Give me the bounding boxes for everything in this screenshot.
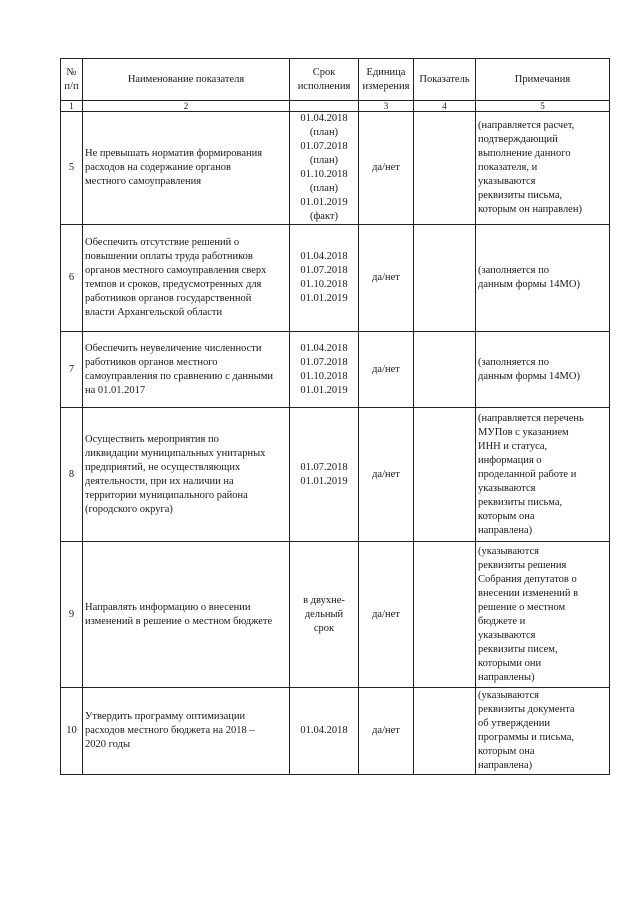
deadline-cell: 01.04.2018 (план) 01.07.2018 (план) 01.10.2018 (план) 01.01.2019 (факт) <box>290 112 359 225</box>
indicator-name: Обеспечить неувеличение численности работников органов местного самоуправления по сравнению с данными на 01.01.2017 <box>83 332 290 408</box>
header-deadline: Срок исполнения <box>290 59 359 101</box>
table-row <box>61 542 610 688</box>
unit-cell: да/нет <box>359 408 414 542</box>
deadline-cell: в двухне- дельный срок <box>290 542 359 688</box>
notes-cell: (указываются реквизиты документа об утверждении программы и письма, которым она направлена) <box>476 688 610 775</box>
column-number: 3 <box>359 101 414 112</box>
column-number: 1 <box>61 101 83 112</box>
indicator-value-cell <box>414 542 476 688</box>
table-row <box>61 112 610 225</box>
table-row <box>61 225 610 332</box>
unit-cell: да/нет <box>359 542 414 688</box>
header-indicator: Показатель <box>414 59 476 101</box>
column-number <box>290 101 359 112</box>
table-row <box>61 332 610 408</box>
header-num: № п/п <box>61 59 83 101</box>
notes-cell: (указываются реквизиты решения Собрания депутатов о внесении изменений в решение о местном бюджете и указываются реквизиты писем, которыми они направлены) <box>476 542 610 688</box>
deadline-cell: 01.04.2018 01.07.2018 01.10.2018 01.01.2019 <box>290 225 359 332</box>
indicator-name: Осуществить мероприятия по ликвидации муниципальных унитарных предприятий, не осуществляющих деятельности, при их наличии на территории муниципального района (городского округа) <box>83 408 290 542</box>
unit-cell: да/нет <box>359 332 414 408</box>
header-name: Наименование показателя <box>83 59 290 101</box>
indicator-name: Утвердить программу оптимизации расходов местного бюджета на 2018 – 2020 годы <box>83 688 290 775</box>
deadline-cell: 01.07.2018 01.01.2019 <box>290 408 359 542</box>
header-notes: Примечания <box>476 59 610 101</box>
row-number: 6 <box>61 225 83 332</box>
table-row <box>61 688 610 775</box>
notes-cell: (заполняется по данным формы 14МО) <box>476 332 610 408</box>
column-number: 5 <box>476 101 610 112</box>
indicator-value-cell <box>414 332 476 408</box>
row-number: 5 <box>61 112 83 225</box>
row-number: 7 <box>61 332 83 408</box>
table-row <box>61 408 610 542</box>
unit-cell: да/нет <box>359 112 414 225</box>
row-number: 10 <box>61 688 83 775</box>
column-number-row <box>61 101 610 112</box>
notes-cell: (заполняется по данным формы 14МО) <box>476 225 610 332</box>
indicator-value-cell <box>414 225 476 332</box>
indicator-name: Обеспечить отсутствие решений о повышении оплаты труда работников органов местного самоуправления сверх темпов и сроков, предусмотренных для работников органов государственной власти Архангельской области <box>83 225 290 332</box>
indicator-name: Не превышать норматив формирования расходов на содержание органов местного самоуправления <box>83 112 290 225</box>
header-unit: Единица измерения <box>359 59 414 101</box>
deadline-cell: 01.04.2018 01.07.2018 01.10.2018 01.01.2019 <box>290 332 359 408</box>
notes-cell: (направляется расчет, подтверждающий выполнение данного показателя, и указываются реквизиты письма, которым он направлен) <box>476 112 610 225</box>
column-number: 2 <box>83 101 290 112</box>
indicator-name: Направлять информацию о внесении изменений в решение о местном бюджете <box>83 542 290 688</box>
notes-cell: (направляется перечень МУПов с указанием ИНН и статуса, информация о проделанной работе и указываются реквизиты письма, которым она направлена) <box>476 408 610 542</box>
unit-cell: да/нет <box>359 225 414 332</box>
row-number: 8 <box>61 408 83 542</box>
header-row <box>61 59 610 101</box>
column-number: 4 <box>414 101 476 112</box>
indicator-value-cell <box>414 112 476 225</box>
unit-cell: да/нет <box>359 688 414 775</box>
deadline-cell: 01.04.2018 <box>290 688 359 775</box>
indicators-table <box>60 58 610 775</box>
indicator-value-cell <box>414 688 476 775</box>
indicator-value-cell <box>414 408 476 542</box>
row-number: 9 <box>61 542 83 688</box>
